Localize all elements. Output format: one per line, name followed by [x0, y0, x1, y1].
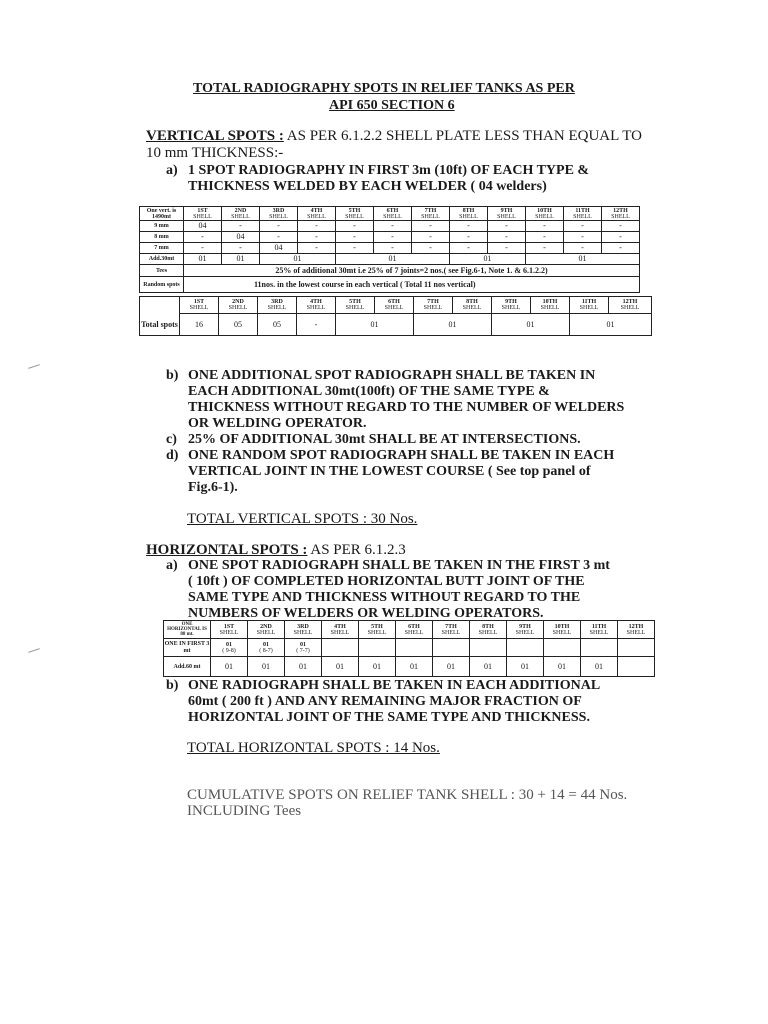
table-cell: - — [260, 232, 298, 243]
first-cell — [507, 639, 544, 657]
table-cell: 01 — [526, 254, 640, 265]
tees-text: 25% of additional 30mt i.e 25% of 7 joints=2 nos.( see Fig.6-1, Note 1. & 6.1.2.2) — [184, 265, 640, 277]
item-text-line: THICKNESS WITHOUT REGARD TO THE NUMBER OF WELDERS — [188, 400, 625, 415]
table-cell: - — [222, 243, 260, 254]
row-label: Add.60 mt — [164, 657, 211, 677]
random-text: 11nos. in the lowest course in each vertical ( Total 11 nos vertical) — [184, 277, 640, 293]
table-cell: 01 — [260, 254, 336, 265]
item-label: a) — [166, 558, 178, 573]
shell-header-4: 4TH SHELL — [298, 207, 336, 221]
shell-header-8: 8TH SHELL — [470, 621, 507, 639]
table-cell: - — [298, 221, 336, 232]
add-cell: 01 — [285, 657, 322, 677]
horizontal-intro-text: AS PER 6.1.2.3 — [307, 542, 406, 558]
row-label: 8 mm — [140, 232, 184, 243]
table-cell: - — [298, 243, 336, 254]
item-label: d) — [166, 448, 179, 463]
shell-header-10: 10TH SHELL — [544, 621, 581, 639]
total-cell: 01 — [336, 314, 414, 336]
table-row-additional — [140, 254, 640, 265]
table-cell: - — [298, 232, 336, 243]
title-line-2: API 650 SECTION 6 — [329, 98, 455, 113]
row-label: Tees — [140, 265, 184, 277]
item-text-line: ONE RADIOGRAPH SHALL BE TAKEN IN EACH ADDITIONAL — [188, 678, 601, 693]
vertical-heading: VERTICAL SPOTS : — [146, 128, 284, 144]
table-cell: 01 — [450, 254, 526, 265]
shell-header-5: 5TH SHELL — [336, 207, 374, 221]
shell-header-8: 8TH SHELL — [450, 207, 488, 221]
table-row-7mm — [140, 243, 640, 254]
row-label: Total spots — [140, 314, 180, 336]
shell-header-3: 3RD SHELL — [285, 621, 322, 639]
shell-header-6: 6TH SHELL — [375, 297, 414, 314]
add-cell: 01 — [507, 657, 544, 677]
table-cell: - — [450, 243, 488, 254]
first-cell — [322, 639, 359, 657]
item-label: c) — [166, 432, 177, 447]
table-cell: - — [450, 221, 488, 232]
row-label: Random spots — [140, 277, 184, 293]
first-cell — [396, 639, 433, 657]
add-cell: 01 — [359, 657, 396, 677]
shell-header-2: 2ND SHELL — [222, 207, 260, 221]
total-cell: 16 — [180, 314, 219, 336]
shell-header-7: 7TH SHELL — [433, 621, 470, 639]
shell-header-1: 1ST SHELL — [180, 297, 219, 314]
shell-header-8: 8TH SHELL — [453, 297, 492, 314]
table-cell: - — [488, 232, 526, 243]
table-cell: - — [564, 221, 602, 232]
table-cell: - — [602, 243, 640, 254]
table-cell: - — [374, 243, 412, 254]
shell-header-3: 3RD SHELL — [260, 207, 298, 221]
table-cell: - — [526, 232, 564, 243]
add-cell: 01 — [211, 657, 248, 677]
table-cell: - — [222, 221, 260, 232]
item-label: a) — [166, 163, 178, 178]
total-cell: 01 — [492, 314, 570, 336]
first-cell — [433, 639, 470, 657]
table-cell: - — [412, 232, 450, 243]
row-label: 7 mm — [140, 243, 184, 254]
corner-label: One vert. is 1490mt — [140, 207, 184, 221]
horizontal-first-row — [164, 639, 655, 657]
add-cell: 01 — [581, 657, 618, 677]
total-horizontal-spots: TOTAL HORIZONTAL SPOTS : 14 Nos. — [187, 740, 440, 756]
table-row-9mm — [140, 221, 640, 232]
margin-mark — [28, 364, 40, 369]
shell-header-5: 5TH SHELL — [336, 297, 375, 314]
table-row-8mm — [140, 232, 640, 243]
table-cell: - — [336, 221, 374, 232]
item-text-line: 25% OF ADDITIONAL 30mt SHALL BE AT INTERSECTIONS. — [188, 432, 581, 447]
first-cell — [544, 639, 581, 657]
item-text-line: ONE RANDOM SPOT RADIOGRAPH SHALL BE TAKEN IN EACH — [188, 448, 615, 463]
cumulative-line-1: CUMULATIVE SPOTS ON RELIEF TANK SHELL : 30 + 14 = 44 Nos. — [187, 787, 628, 803]
first-cell: 01 ( 9-8) — [211, 639, 248, 657]
table-cell: - — [336, 232, 374, 243]
item-label: b) — [166, 678, 179, 693]
shell-header-4: 4TH SHELL — [297, 297, 336, 314]
shell-header-1: 1ST SHELL — [211, 621, 248, 639]
row-label: Add.30mt — [140, 254, 184, 265]
vertical-intro-line-2: 10 mm THICKNESS:- — [146, 145, 284, 161]
table-cell: 04 — [222, 232, 260, 243]
table-cell: 04 — [184, 221, 222, 232]
shell-header-12: 12TH SHELL — [618, 621, 655, 639]
table-row-random — [140, 277, 640, 293]
item-text-line: 1 SPOT RADIOGRAPHY IN FIRST 3m (10ft) OF EACH TYPE & — [188, 163, 590, 178]
table-cell: - — [412, 221, 450, 232]
first-cell — [618, 639, 655, 657]
cumulative-line-2: INCLUDING Tees — [187, 803, 302, 819]
table-cell: 04 — [260, 243, 298, 254]
item-text-line: VERTICAL JOINT IN THE LOWEST COURSE ( See top panel of — [188, 464, 591, 479]
table-cell: - — [450, 232, 488, 243]
item-text-line: EACH ADDITIONAL 30mt(100ft) OF THE SAME TYPE & — [188, 384, 550, 399]
table-cell: - — [488, 243, 526, 254]
table-cell: - — [564, 243, 602, 254]
add-cell — [618, 657, 655, 677]
table-cell: 01 — [184, 254, 222, 265]
shell-header-11: 11TH SHELL — [581, 621, 618, 639]
row-label: ONE IN FIRST 3 mt — [164, 639, 211, 657]
shell-header-1: 1ST SHELL — [184, 207, 222, 221]
title-line-1: TOTAL RADIOGRAPHY SPOTS IN RELIEF TANKS AS PER — [193, 81, 575, 96]
table-header-row — [140, 207, 640, 221]
item-text-line: SAME TYPE AND THICKNESS WITHOUT REGARD TO THE — [188, 590, 581, 605]
shell-header-12: 12TH SHELL — [602, 207, 640, 221]
shell-header-10: 10TH SHELL — [526, 207, 564, 221]
shell-header-2: 2ND SHELL — [219, 297, 258, 314]
add-cell: 01 — [470, 657, 507, 677]
shell-header-11: 11TH SHELL — [564, 207, 602, 221]
add-cell: 01 — [322, 657, 359, 677]
vertical-intro — [146, 128, 642, 145]
totals-header-row — [140, 297, 652, 314]
item-text-line: ONE ADDITIONAL SPOT RADIOGRAPH SHALL BE TAKEN IN — [188, 368, 596, 383]
vertical-intro-text: AS PER 6.1.2.2 SHELL PLATE LESS THAN EQUAL TO — [283, 128, 642, 144]
shell-header-6: 6TH SHELL — [374, 207, 412, 221]
horizontal-spots-table — [163, 620, 655, 677]
table-cell: 01 — [222, 254, 260, 265]
totals-row — [140, 314, 652, 336]
total-cell: 05 — [258, 314, 297, 336]
table-cell: - — [602, 232, 640, 243]
shell-header-12: 12TH SHELL — [609, 297, 652, 314]
horizontal-header-row — [164, 621, 655, 639]
total-cell: 05 — [219, 314, 258, 336]
horizontal-heading: HORIZONTAL SPOTS : — [146, 542, 308, 558]
shell-header-4: 4TH SHELL — [322, 621, 359, 639]
corner-label: ONE HORIZONTAL IS 88 mt. — [164, 621, 211, 639]
item-label: b) — [166, 368, 179, 383]
first-cell — [359, 639, 396, 657]
item-text-line: OR WELDING OPERATOR. — [188, 416, 367, 431]
table-cell: 01 — [336, 254, 450, 265]
item-text-line: Fig.6-1). — [188, 480, 238, 495]
item-text-line: THICKNESS WELDED BY EACH WELDER ( 04 welders) — [188, 179, 547, 194]
margin-mark — [28, 648, 40, 653]
vertical-totals-table — [139, 296, 652, 336]
table-row-tees — [140, 265, 640, 277]
shell-header-6: 6TH SHELL — [396, 621, 433, 639]
total-cell: - — [297, 314, 336, 336]
table-cell: - — [526, 243, 564, 254]
table-cell: - — [526, 221, 564, 232]
table-cell: - — [488, 221, 526, 232]
vertical-spots-table — [139, 206, 640, 293]
table-cell: - — [412, 243, 450, 254]
shell-header-9: 9TH SHELL — [488, 207, 526, 221]
shell-header-7: 7TH SHELL — [414, 297, 453, 314]
shell-header-9: 9TH SHELL — [492, 297, 531, 314]
table-cell: - — [374, 221, 412, 232]
add-cell: 01 — [433, 657, 470, 677]
table-cell: - — [184, 232, 222, 243]
shell-header-3: 3RD SHELL — [258, 297, 297, 314]
totals-corner — [140, 297, 180, 314]
row-label: 9 mm — [140, 221, 184, 232]
horizontal-add-row — [164, 657, 655, 677]
add-cell: 01 — [396, 657, 433, 677]
table-cell: - — [336, 243, 374, 254]
total-vertical-spots: TOTAL VERTICAL SPOTS : 30 Nos. — [187, 511, 418, 527]
table-cell: - — [184, 243, 222, 254]
item-text-line: NUMBERS OF WELDERS OR WELDING OPERATORS. — [188, 606, 544, 621]
shell-header-10: 10TH SHELL — [531, 297, 570, 314]
item-text-line: ONE SPOT RADIOGRAPH SHALL BE TAKEN IN THE FIRST 3 mt — [188, 558, 610, 573]
first-cell — [581, 639, 618, 657]
total-cell: 01 — [570, 314, 652, 336]
first-cell: 01 ( 8-7) — [248, 639, 285, 657]
shell-header-2: 2ND SHELL — [248, 621, 285, 639]
table-cell: - — [564, 232, 602, 243]
total-cell: 01 — [414, 314, 492, 336]
item-text-line: ( 10ft ) OF COMPLETED HORIZONTAL BUTT JOINT OF THE — [188, 574, 585, 589]
shell-header-11: 11TH SHELL — [570, 297, 609, 314]
shell-header-5: 5TH SHELL — [359, 621, 396, 639]
table-cell: - — [602, 221, 640, 232]
shell-header-9: 9TH SHELL — [507, 621, 544, 639]
table-cell: - — [374, 232, 412, 243]
first-cell — [470, 639, 507, 657]
shell-header-7: 7TH SHELL — [412, 207, 450, 221]
table-cell: - — [260, 221, 298, 232]
item-text-line: HORIZONTAL JOINT OF THE SAME TYPE AND THICKNESS. — [188, 710, 590, 725]
item-text-line: 60mt ( 200 ft ) AND ANY REMAINING MAJOR FRACTION OF — [188, 694, 582, 709]
add-cell: 01 — [544, 657, 581, 677]
first-cell: 01 ( 7-7) — [285, 639, 322, 657]
horizontal-intro — [146, 542, 406, 559]
add-cell: 01 — [248, 657, 285, 677]
